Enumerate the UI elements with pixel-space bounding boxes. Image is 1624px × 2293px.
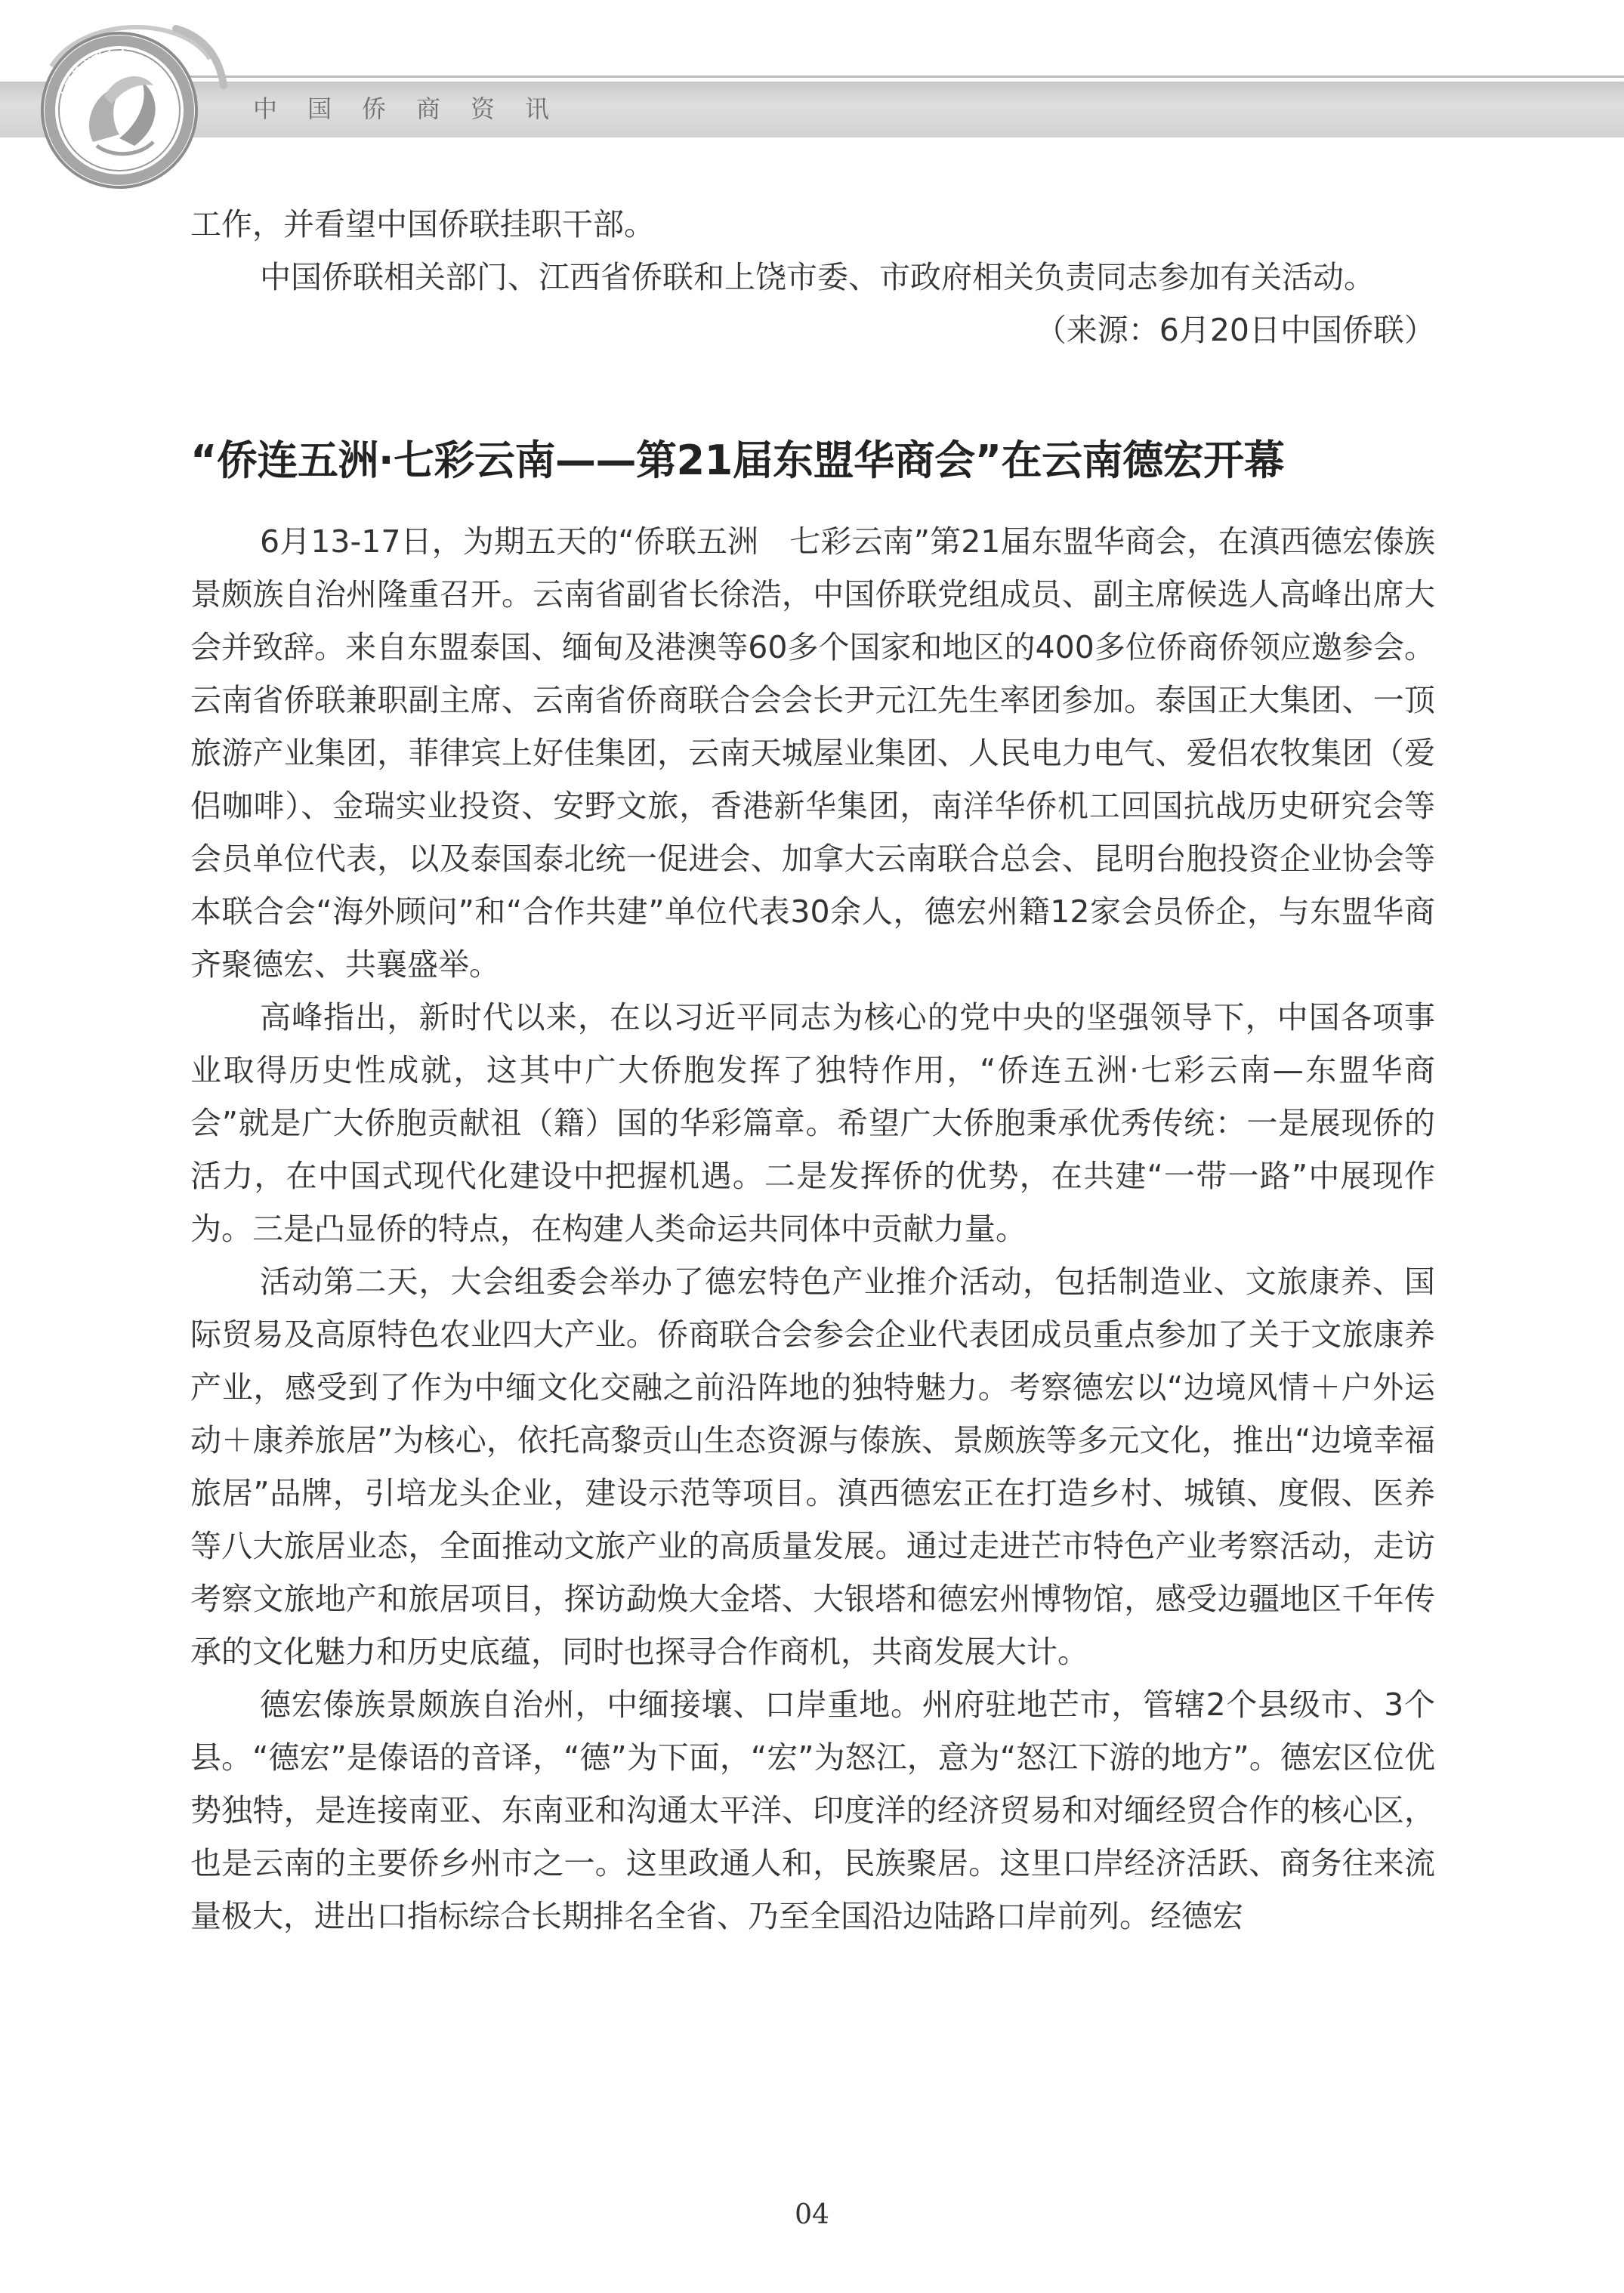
- logo-text: 中国侨商联合会: [58, 48, 128, 102]
- article-paragraph: 6月13-17日，为期五天的“侨联五洲 七彩云南”第21届东盟华商会，在滇西德宏傣族景颇族自治州隆重召开。云南省副省长徐浩，中国侨联党组成员、副主席候选人高峰出席大会并致辞。来自东盟泰国、缅甸及港澳等60多个国家和地区的400多位侨商侨领应邀参会。云南省侨联兼职副主席、云南省侨商联合会会长尹元江先生率团参加。泰国正大集团、一顶旅游产业集团，菲律宾上好佳集团，云南天城屋业集团、人民电力电气、爱侣农牧集团（爱侣咖啡）、金瑞实业投资、安野文旅，香港新华集团，南洋华侨机工回国抗战历史研究会等会员单位代表，以及泰国泰北统一促进会、加拿大云南联合总会、昆明台胞投资企业协会等本联合会“海外顾问”和“合作共建”单位代表30余人，德宏州籍12家会员侨企，与东盟华商齐聚德宏、共襄盛举。: [190, 523, 1435, 983]
- header-rule: [162, 76, 1624, 78]
- page-number: 04: [795, 2199, 829, 2230]
- article-paragraph: 德宏傣族景颇族自治州，中缅接壤、口岸重地。州府驻地芒市，管辖2个县级市、3个县。“德宏”是傣语的音译，“德”为下面，“宏”为怒江，意为“怒江下游的地方”。德宏区位优势独特，是连接南亚、东南亚和沟通太平洋、印度洋的经济贸易和对缅经贸合作的核心区，也是云南的主要侨乡州市之一。这里政通人和，民族聚居。这里口岸经济活跃、商务往来流量极大，进出口指标综合长期排名全省、乃至全国沿边陆路口岸前列。经德宏: [190, 1687, 1435, 1934]
- intro-source: （来源：6月20日中国侨联）: [1035, 312, 1435, 348]
- intro-line-2: 中国侨联相关部门、江西省侨联和上饶市委、市政府相关负责同志参加有关活动。: [260, 259, 1375, 295]
- header-bar: [0, 82, 1624, 137]
- article-paragraph: 活动第二天，大会组委会举办了德宏特色产业推介活动，包括制造业、文旅康养、国际贸易及高原特色农业四大产业。侨商联合会参会企业代表团成员重点参加了关于文旅康养产业，感受到了作为中缅文化交融之前沿阵地的独特魅力。考察德宏以“边境风情＋户外运动＋康养旅居”为核心，依托高黎贡山生态资源与傣族、景颇族等多元文化，推出“边境幸福旅居”品牌，引培龙头企业，建设示范等项目。滇西德宏正在打造乡村、城镇、度假、医养等八大旅居业态，全面推动文旅产业的高质量发展。通过走进芒市特色产业考察活动，走访考察文旅地产和旅居项目，探访勐焕大金塔、大银塔和德宏州博物馆，感受边疆地区千年传承的文化魅力和历史底蕴，同时也探寻合作商机，共商发展大计。: [190, 1264, 1435, 1670]
- header-title: 中国侨商资讯: [253, 94, 580, 123]
- page-content: [190, 198, 1435, 1943]
- organization-logo: [21, 14, 233, 195]
- intro-line-1: 工作，并看望中国侨联挂职干部。: [190, 206, 655, 242]
- article-paragraph: 高峰指出，新时代以来，在以习近平同志为核心的党中央的坚强领导下，中国各项事业取得历史性成就，这其中广大侨胞发挥了独特作用，“侨连五洲·七彩云南—东盟华商会”就是广大侨胞贡献祖（籍）国的华彩篇章。希望广大侨胞秉承优秀传统：一是展现侨的活力，在中国式现代化建设中把握机遇。二是发挥侨的优势，在共建“一带一路”中展现作为。三是凸显侨的特点，在构建人类命运共同体中贡献力量。: [190, 999, 1435, 1247]
- article-title: “侨连五洲·七彩云南——第21届东盟华商会”在云南德宏开幕: [190, 437, 1285, 484]
